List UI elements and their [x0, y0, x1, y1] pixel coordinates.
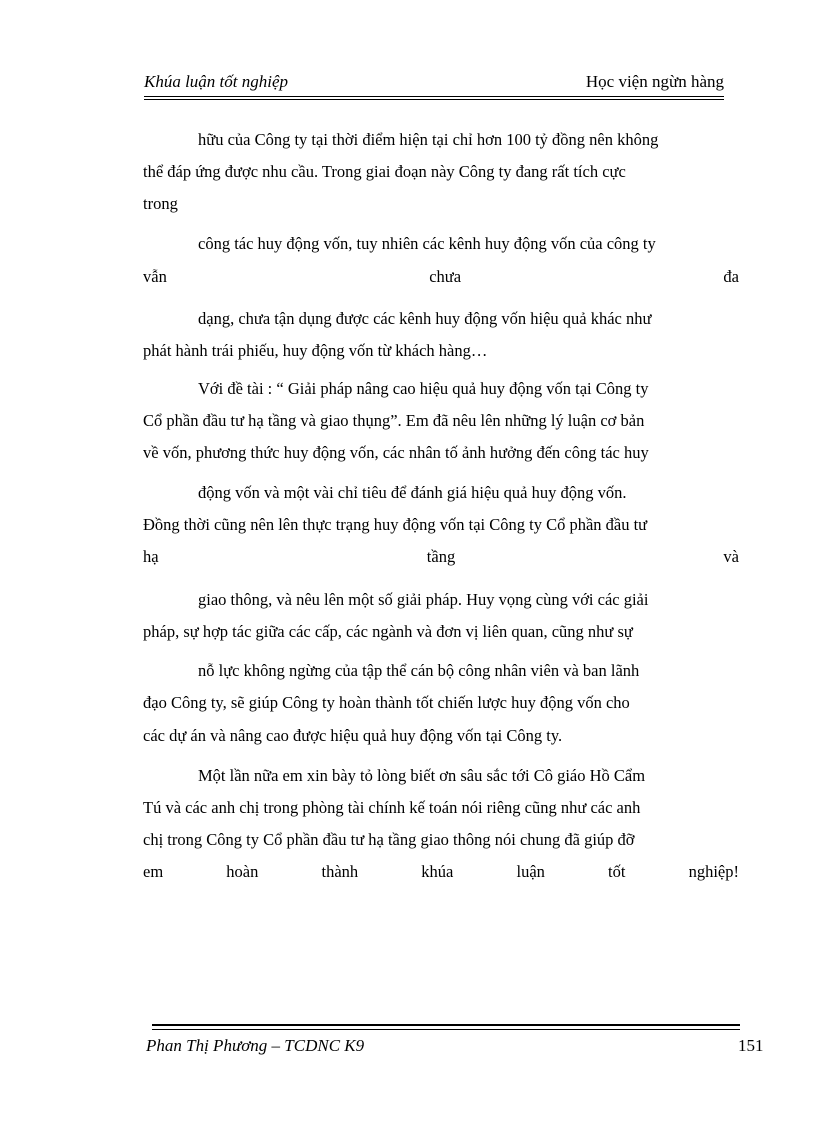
word: em — [143, 862, 164, 881]
word: thành — [321, 862, 359, 881]
text-line-6: dạng, chưa tận dụng được các kênh huy động vốn hiệu quả khác như — [198, 309, 652, 328]
word: vẫn — [143, 267, 167, 286]
word: chưa — [429, 267, 462, 286]
footer-author: Phan Thị Phương – TCDNC K9 — [146, 1036, 365, 1055]
text-line-4: công tác huy động vốn, tuy nhiên các kênh huy động vốn của công ty — [198, 234, 656, 253]
text-line-11: động vốn và một vài chỉ tiêu để đánh giá hiệu quả huy động vốn. — [198, 483, 627, 502]
text-line-19: Một lần nữa em xin bày tỏ lòng biết ơn sâu sắc tới Cô giáo Hồ Cẩm — [198, 766, 646, 785]
word: hoàn — [226, 862, 259, 881]
text-line-22 — [143, 862, 739, 882]
text-line-10: về vốn, phương thức huy động vốn, các nhân tố ảnh hưởng đến công tác huy — [143, 443, 649, 462]
text-line-15: pháp, sự hợp tác giữa các cấp, các ngành và đơn vị liên quan, cũng như sự — [143, 622, 633, 641]
header-bar — [144, 72, 724, 94]
text-line — [198, 130, 739, 150]
header-thesis-title: Khúa luận tốt nghiệp — [144, 72, 289, 91]
text-line-2: thể đáp ứng được nhu cầu. Trong giai đoạn này Công ty đang rất tích cực — [143, 162, 626, 181]
header-institution: Học viện ngừn hàng — [585, 72, 724, 91]
word: hạ — [143, 547, 159, 566]
word: và — [723, 547, 739, 566]
text-line-9: Cổ phần đầu tư hạ tầng và giao thụng”. Em đã nêu lên những lý luận cơ bản — [143, 411, 645, 430]
text-line-1: hữu của Công ty tại thời điểm hiện tại chỉ hơn 100 tỷ đồng nên không — [198, 130, 659, 149]
word: đa — [723, 267, 739, 286]
word: tốt — [608, 862, 626, 881]
text-line-8: Với đề tài : “ Giải pháp nâng cao hiệu quả huy động vốn tại Công ty — [198, 379, 649, 398]
page-number: 151 — [738, 1036, 764, 1055]
text-line-21: chị trong Công ty Cổ phần đầu tư hạ tầng giao thông nói chung đã giúp đỡ — [143, 830, 635, 849]
text-line-18: các dự án và nâng cao được hiệu quả huy động vốn tại Công ty. — [143, 726, 563, 745]
word: tầng — [426, 547, 456, 566]
footer-rule — [152, 1024, 740, 1030]
text-line-14: giao thông, và nêu lên một số giải pháp. Huy vọng cùng với các giải — [198, 590, 649, 609]
header-rule — [144, 96, 724, 100]
text-line-13 — [143, 547, 739, 567]
text-line-7: phát hành trái phiếu, huy động vốn từ khách hàng… — [143, 341, 488, 360]
word: luận — [516, 862, 545, 881]
text-line-5 — [143, 267, 739, 287]
word: khúa — [421, 862, 454, 881]
word: nghiệp! — [688, 862, 739, 881]
text-line-3: trong — [143, 194, 178, 213]
text-line-17: đạo Công ty, sẽ giúp Công ty hoàn thành tốt chiến lược huy động vốn cho — [143, 693, 630, 712]
text-line-12: Đồng thời cũng nên lên thực trạng huy động vốn tại Công ty Cổ phần đầu tư — [143, 515, 648, 534]
text-line-20: Tú và các anh chị trong phòng tài chính kế toán nói riêng cũng như các anh — [143, 798, 641, 817]
text-line-16: nỗ lực không ngừng của tập thể cán bộ công nhân viên và ban lãnh — [198, 661, 640, 680]
